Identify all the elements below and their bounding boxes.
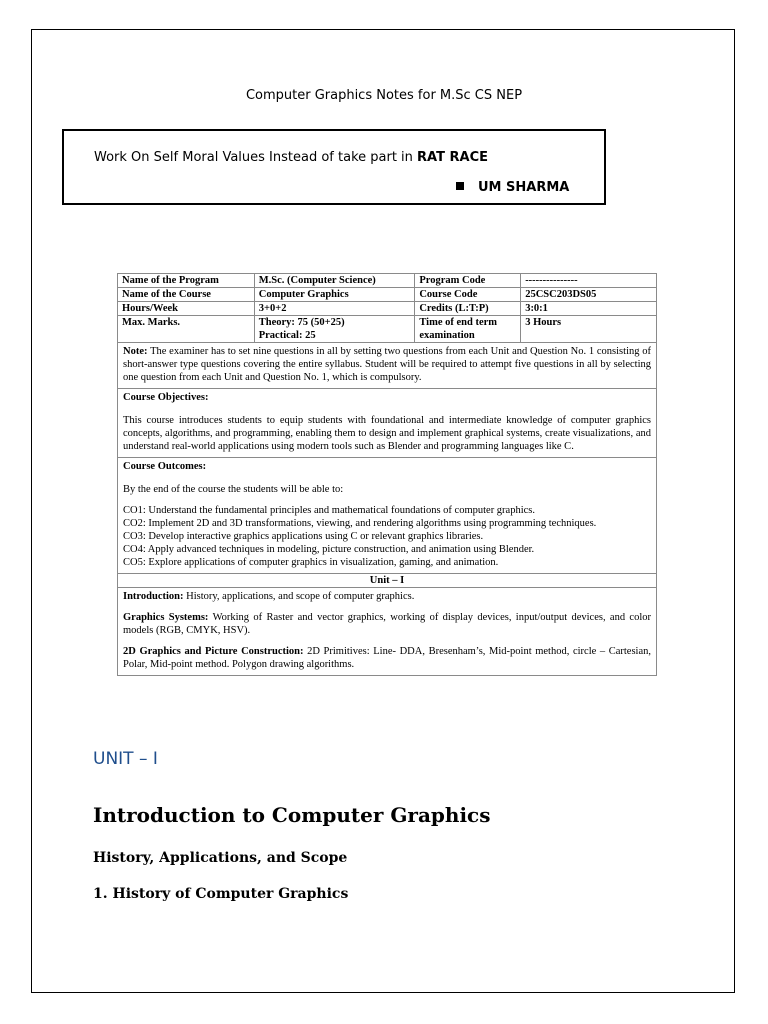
table-cell — [118, 316, 255, 343]
max-marks-label: Max. Marks. — [122, 317, 181, 328]
note-row — [118, 343, 657, 389]
table-cell: Hours/Week — [118, 302, 255, 316]
quote-text — [94, 150, 488, 165]
theory-marks: Theory: 75 (50+25) — [258, 317, 345, 328]
table-row — [118, 288, 657, 302]
outcome-item: CO5: Explore applications of computer graphics in visualization, gaming, and animation. — [123, 557, 499, 568]
unit-intro-text: History, applications, and scope of computer graphics. — [183, 591, 415, 602]
table-cell — [521, 316, 657, 343]
table-row — [118, 274, 657, 288]
objectives-text: This course introduces students to equip students with foundational and intermediate knowledge of computer graphics concepts, algorithms, and programming, enabling them to design and implement graphical systems, create visualizations, and understand real-world applications using modern tools such as Blender and programming languages like C. — [123, 415, 651, 452]
table-cell: Computer Graphics — [254, 288, 415, 302]
table-cell: 25CSC203DS05 — [521, 288, 657, 302]
unit-content-cell — [118, 588, 657, 676]
exam-time-label-line1: Time of end term — [419, 317, 498, 328]
unit-title-cell: Unit – I — [118, 574, 657, 588]
sub-heading: History, Applications, and Scope — [93, 850, 348, 866]
unit-construction-text: 2D Primitives: Line- DDA, Bresenham’s, Mid-point method, circle – Cartesian, Polar, Mid-point method. Polygon drawing algorithms. — [123, 646, 652, 670]
table-cell: M.Sc. (Computer Science) — [254, 274, 415, 288]
quote-author-name: UM SHARMA — [478, 180, 570, 195]
unit-content-row — [118, 588, 657, 676]
outcomes-row — [118, 458, 657, 574]
outcome-item: CO4: Apply advanced techniques in modeling, picture construction, and animation using Blender. — [123, 544, 535, 555]
outcomes-intro: By the end of the course the students will be able to: — [123, 484, 344, 495]
unit-systems-text: Working of Raster and vector graphics, working of display devices, input/output devices, and color models (RGB, CMYK, HSV). — [123, 612, 651, 636]
quote-author — [456, 180, 569, 195]
table-row — [118, 302, 657, 316]
unit-systems — [123, 611, 651, 637]
syllabus-table — [117, 273, 657, 676]
note-body: The examiner has to set nine questions in all by setting two questions from each Unit and Question No. 1 consisting of short-answer type questions covering the entire syllabus. Student will be required to attempt five questions in all by selecting one question from each Unit and Question No. 1, which is compulsory. — [123, 346, 651, 383]
unit-heading: UNIT – I — [93, 749, 158, 769]
table-cell: 3+0+2 — [254, 302, 415, 316]
table-cell: Course Code — [415, 288, 521, 302]
table-row — [118, 316, 657, 343]
outcome-item: CO2: Implement 2D and 3D transformations, viewing, and rendering algorithms using programming techniques. — [123, 518, 597, 529]
document-title: Computer Graphics Notes for M.Sc CS NEP — [245, 88, 523, 103]
outcomes-cell — [118, 458, 657, 574]
table-cell: Name of the Course — [118, 288, 255, 302]
quote-text-prefix: Work On Self Moral Values Instead of take part in — [94, 150, 418, 165]
note-label: Note: — [123, 346, 148, 357]
main-heading: Introduction to Computer Graphics — [93, 803, 491, 827]
practical-marks: Practical: 25 — [258, 330, 316, 341]
unit-title-row — [118, 574, 657, 588]
unit-intro-label: Introduction: — [123, 591, 184, 602]
square-bullet-icon — [456, 182, 464, 190]
table-cell: Name of the Program — [118, 274, 255, 288]
objectives-cell — [118, 389, 657, 458]
outcome-item: CO3: Develop interactive graphics applications using C or relevant graphics libraries. — [123, 531, 484, 542]
exam-time-label-line2: examination — [419, 330, 475, 341]
table-cell — [415, 316, 521, 343]
table-cell — [254, 316, 415, 343]
table-cell: 3:0:1 — [521, 302, 657, 316]
table-cell: --------------- — [521, 274, 657, 288]
table-cell: Program Code — [415, 274, 521, 288]
note-cell — [118, 343, 657, 389]
quote-emphasis: RAT RACE — [417, 150, 488, 165]
quote-box — [62, 129, 606, 205]
table-cell: Credits (L:T:P) — [415, 302, 521, 316]
unit-intro — [123, 590, 651, 603]
exam-duration: 3 Hours — [525, 317, 562, 328]
objectives-row — [118, 389, 657, 458]
section-heading: 1. History of Computer Graphics — [93, 886, 349, 902]
outcomes-heading: Course Outcomes: — [123, 461, 207, 472]
unit-systems-label: Graphics Systems: — [123, 612, 209, 623]
unit-construction — [123, 645, 651, 671]
unit-construction-label: 2D Graphics and Picture Construction: — [123, 646, 304, 657]
note-text — [123, 345, 651, 384]
outcome-item: CO1: Understand the fundamental principles and mathematical foundations of computer graphics. — [123, 505, 536, 516]
objectives-heading: Course Objectives: — [123, 392, 209, 403]
